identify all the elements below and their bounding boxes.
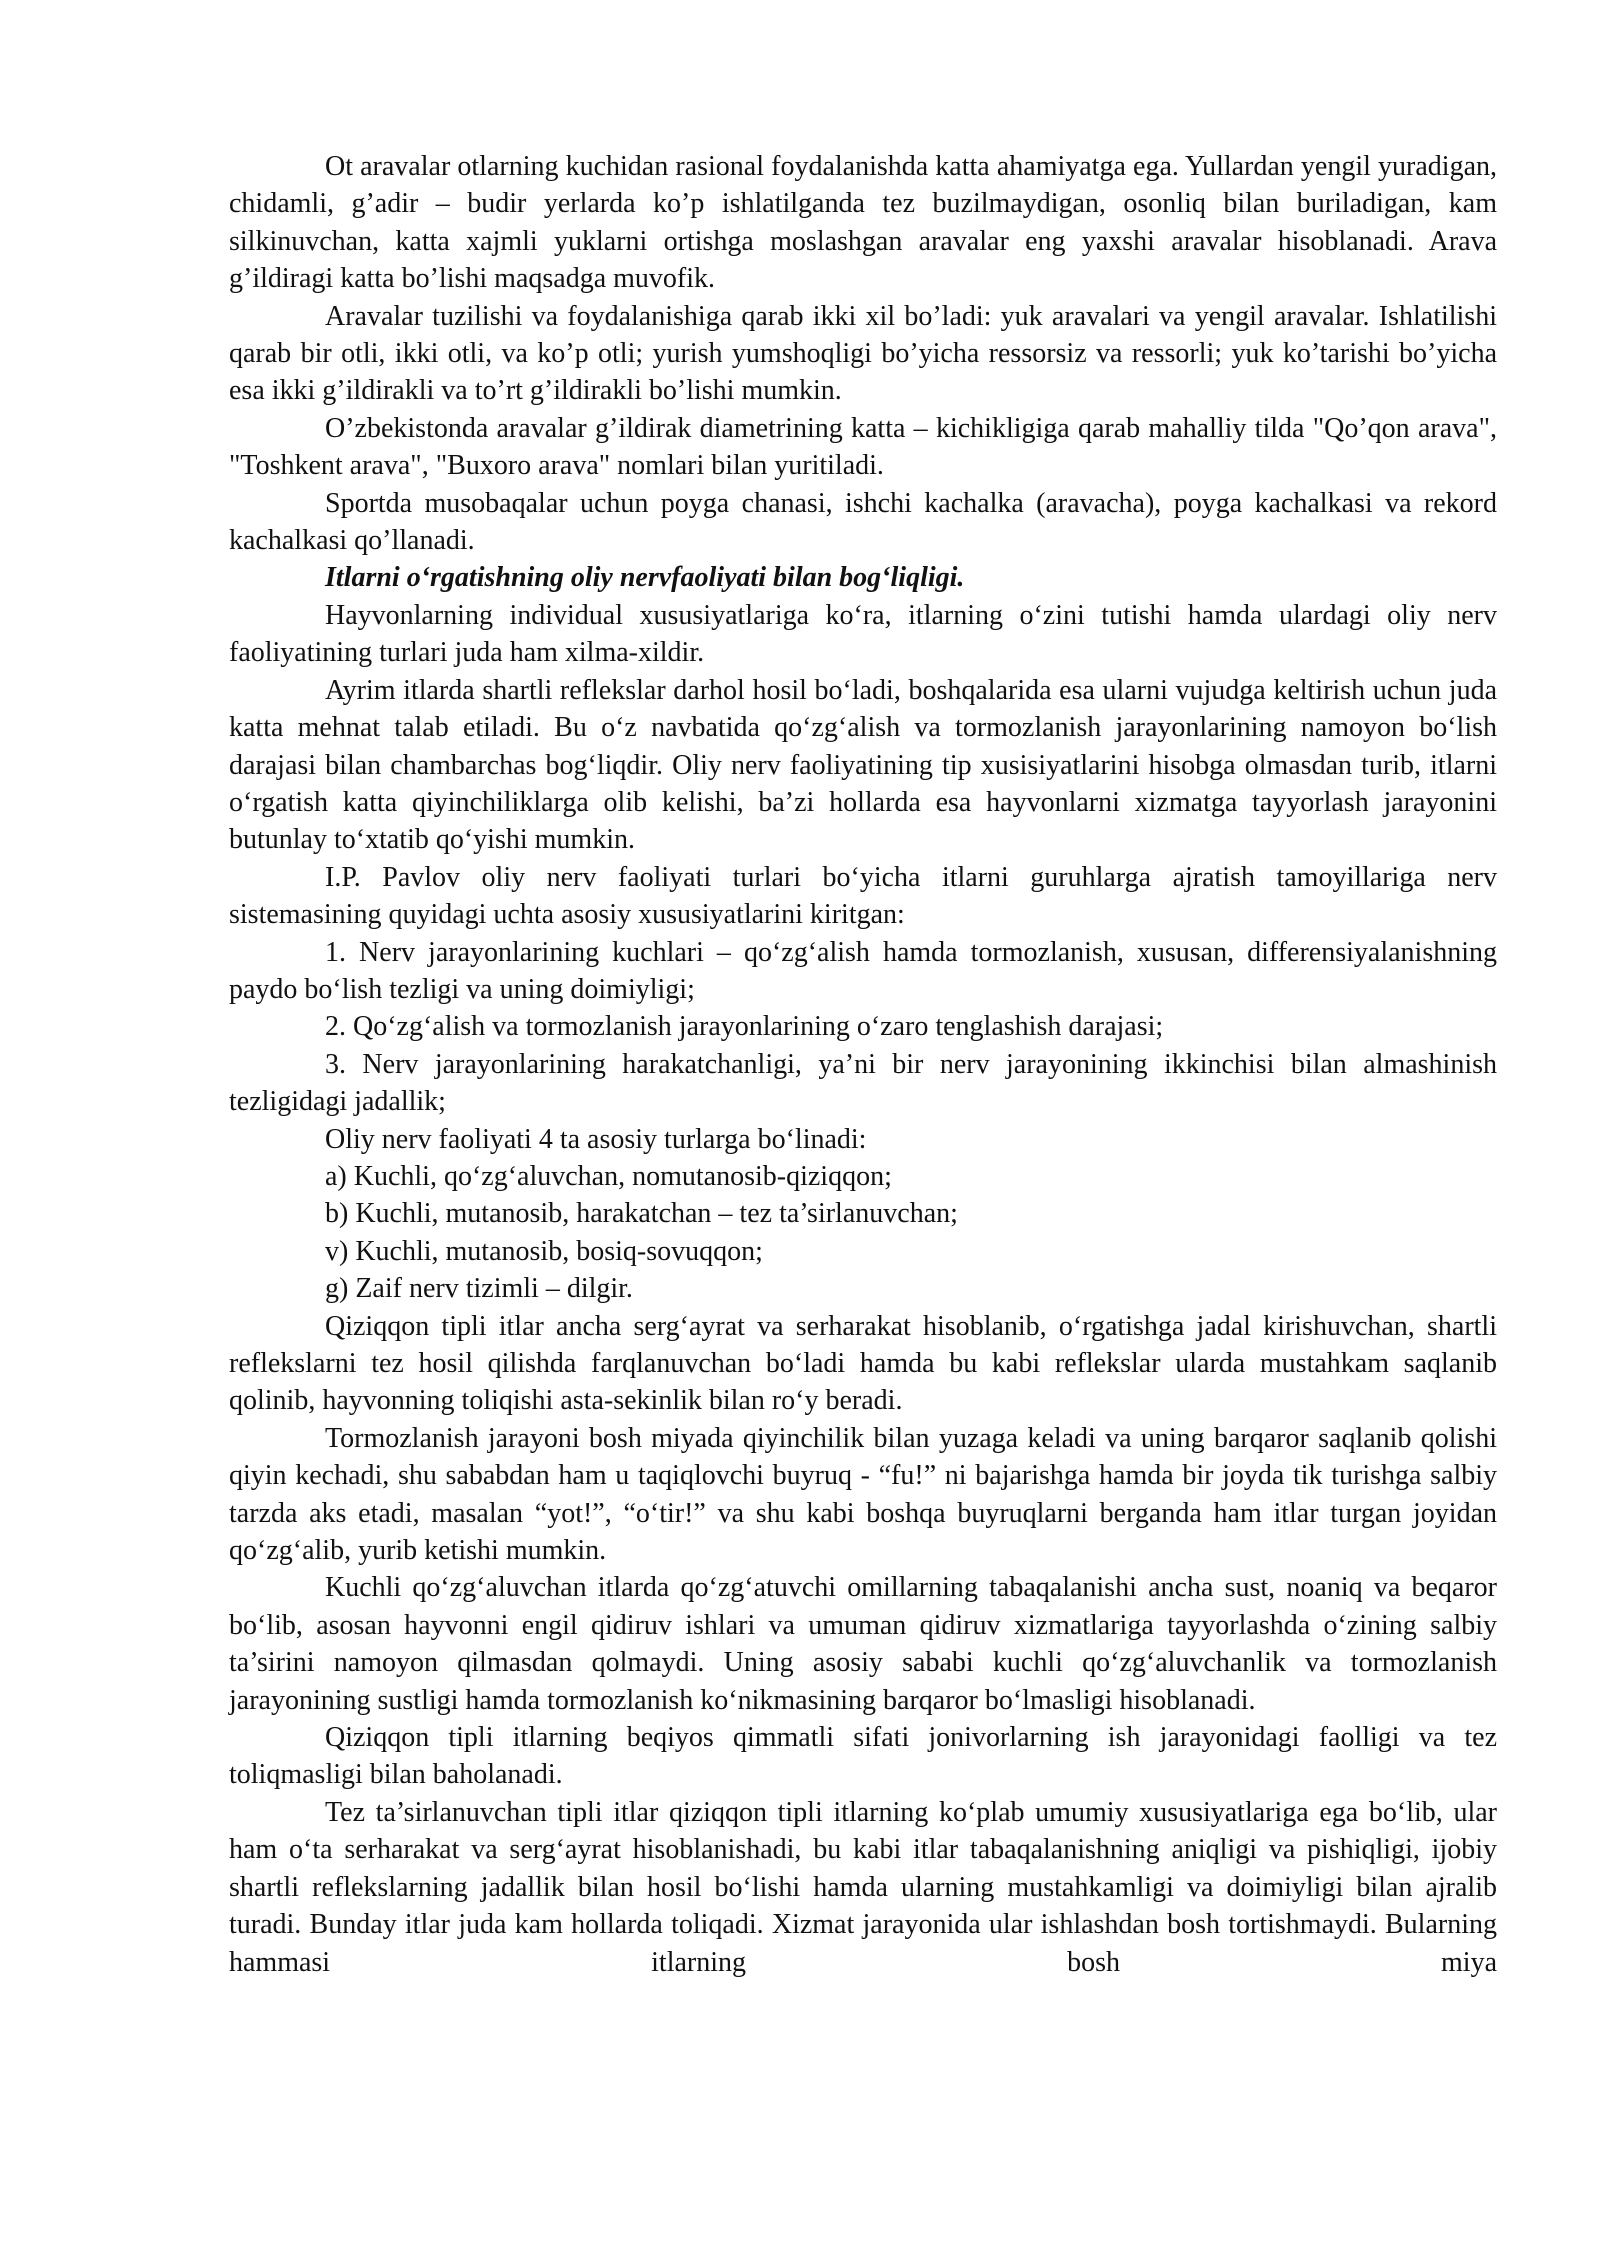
paragraph-carts-intro: Ot aravalar otlarning kuchidan rasional foydalanishda katta ahamiyatga ega. Yullardan yengil yuradigan, chidamli, g’adir – budir yerlarda ko’p ishlatilganda tez buzilmaydigan, osonliq bilan buriladigan, kam silkinuvchan, katta xajmli yuklarni ortishga moslashgan aravalar eng yaxshi aravalar hisoblanadi. Arava g’ildiragi katta bo’lishi maqsadga muvofik. (229, 151, 1497, 295)
paragraph-four-types: Oliy nerv faoliyati 4 ta asosiy turlarga bo‘linadi: (325, 1123, 867, 1155)
paragraph-choleric: Qiziqqon tipli itlar ancha serg‘ayrat va serharakat hisoblanib, o‘rgatishga jadal kirishuvchan, shartli reflekslarni tez hosil qilishda farqlanuvchan bo‘ladi hamda bu kabi reflekslar ularda mustahkam saqlanib qolinib, hayvonning toliqishi asta-sekinlik bilan ro‘y beradi. (229, 1310, 1497, 1417)
paragraph-choleric-value: Qiziqqon tipli itlarning beqiyos qimmatli sifati jonivorlarning ish jarayonidagi faolligi va tez toliqmasligi bilan baholanadi. (229, 1722, 1497, 1791)
paragraph-individual-traits: Hayvonlarning individual xususiyatlariga ko‘ra, itlarning o‘zini tutishi hamda ulardagi oliy nerv faoliyatining turlari juda ham xilma-xildir. (229, 599, 1497, 669)
paragraph-strong-excitable: Kuchli qo‘zg‘aluvchan itlarda qo‘zg‘atuvchi omillarning tabaqalanishi ancha sust, noaniq va beqaror bo‘lib, asosan hayvonni engil qidiruv ishlari va umuman qidiruv xizmatlariga tayyorlashda o‘zining salbiy ta’sirini namoyon qilmasdan qolmaydi. Uning asosiy sababi kuchli qo‘zg‘aluvchanlik va tormozlanish jarayonining sustligi hamda tormozlanish ko‘nikmasining barqaror bo‘lmasligi hisoblanadi. (229, 1572, 1497, 1716)
paragraph-cart-types: Aravalar tuzilishi va foydalanishiga qarab ikki xil bo’ladi: yuk aravalari va yengil aravalar. Ishlatilishi qarab bir otli, ikki otli, va ko’p otli; yurish yumshoqligi bo’yicha ressorsiz va ressorli; yuk ko’tarishi bo’yicha esa ikki g’ildirakli va to’rt g’ildirakli bo’lishi mumkin. (229, 300, 1497, 407)
type-item-g: g) Zaif nerv tizimli – dilgir. (325, 1273, 633, 1305)
type-item-a: a) Kuchli, qo‘zg‘aluvchan, nomutanosib-qiziqqon; (325, 1160, 892, 1192)
type-item-v: v) Kuchli, mutanosib, bosiq-sovuqqon; (325, 1235, 763, 1267)
list-item-3: 3. Nerv jarayonlarining harakatchanligi, ya’ni bir nerv jarayonining ikkinchisi bilan almashinish tezligidagi jadallik; (229, 1048, 1497, 1118)
paragraph-sanguine: Tez ta’sirlanuvchan tipli itlar qiziqqon tipli itlarning ko‘plab umumiy xususiyatlariga ega bo‘lib, ular ham o‘ta serharakat va serg‘ayrat hisoblanishadi, bu kabi itlar tabaqalanishning aniqligi va pishiqligi, ijobiy shartli reflekslarning jadallik bilan hosil bo‘lishi hamda ularning mustahkamligi va doimiyligi bilan ajralib turadi. Bunday itlar juda kam hollarda toliqadi. Xizmat jarayonida ular ishlashdan bosh tortishmaydi. Bularning hammasi itlarning bosh miya (229, 1796, 1497, 1978)
paragraph-reflexes: Ayrim itlarda shartli reflekslar darhol hosil bo‘ladi, boshqalarida esa ularni vujudga keltirish uchun juda katta mehnat talab etiladi. Bu o‘z navbatida qo‘zg‘alish va tormozlanish jarayonlarining namoyon bo‘lish darajasi bilan chambarchas bog‘liqdir. Oliy nerv faoliyatining tip xusisiyatlarini hisobga olmasdan turib, itlarni o‘rgatish katta qiyinchiliklarga olib kelishi, ba’zi hollarda esa hayvonlarni xizmatga tayyorlash jarayonini butunlay to‘xtatib qo‘yishi mumkin. (229, 674, 1497, 856)
list-item-2: 2. Qo‘zg‘alish va tormozlanish jarayonlarining o‘zaro tenglashish darajasi; (325, 1011, 1164, 1043)
section-heading: Itlarni o‘rgatishning oliy nervfaoliyati bilan bog‘liqligi. (325, 562, 965, 594)
paragraph-pavlov: I.P. Pavlov oliy nerv faoliyati turlari bo‘yicha itlarni guruhlarga ajratish tamoyillariga nerv sistemasining quyidagi uchta asosiy xususiyatlarini kiritgan: (229, 861, 1497, 931)
paragraph-uzbek-carts: O’zbekistonda aravalar g’ildirak diametrining katta – kichikligiga qarab mahalliy tilda "Qo’qon arava", "Toshkent arava", "Buxoro arava" nomlari bilan yuritiladi. (229, 412, 1497, 482)
paragraph-inhibition: Tormozlanish jarayoni bosh miyada qiyinchilik bilan yuzaga keladi va uning barqaror saqlanib qolishi qiyin kechadi, shu sababdan ham u taqiqlovchi buyruq - “fu!” ni bajarishga hamda bir joyda tik turishga salbiy tarzda aks etadi, masalan “yot!”, “o‘tir!” va shu kabi boshqa buyruqlarni berganda ham itlar turgan joyidan qo‘zg‘alib, yurib ketishi mumkin. (229, 1422, 1497, 1567)
paragraph-sport-carts: Sportda musobaqalar uchun poyga chanasi, ishchi kachalka (aravacha), poyga kachalkasi va rekord kachalkasi qo’llanadi. (229, 487, 1497, 557)
list-item-1: 1. Nerv jarayonlarining kuchlari – qo‘zg‘alish hamda tormozlanish, xususan, differensiyalanishning paydo bo‘lish tezligi va uning doimiyligi; (229, 936, 1497, 1005)
type-item-b: b) Kuchli, mutanosib, harakatchan – tez ta’sirlanuvchan; (325, 1198, 958, 1230)
document-page (229, 148, 1497, 1981)
